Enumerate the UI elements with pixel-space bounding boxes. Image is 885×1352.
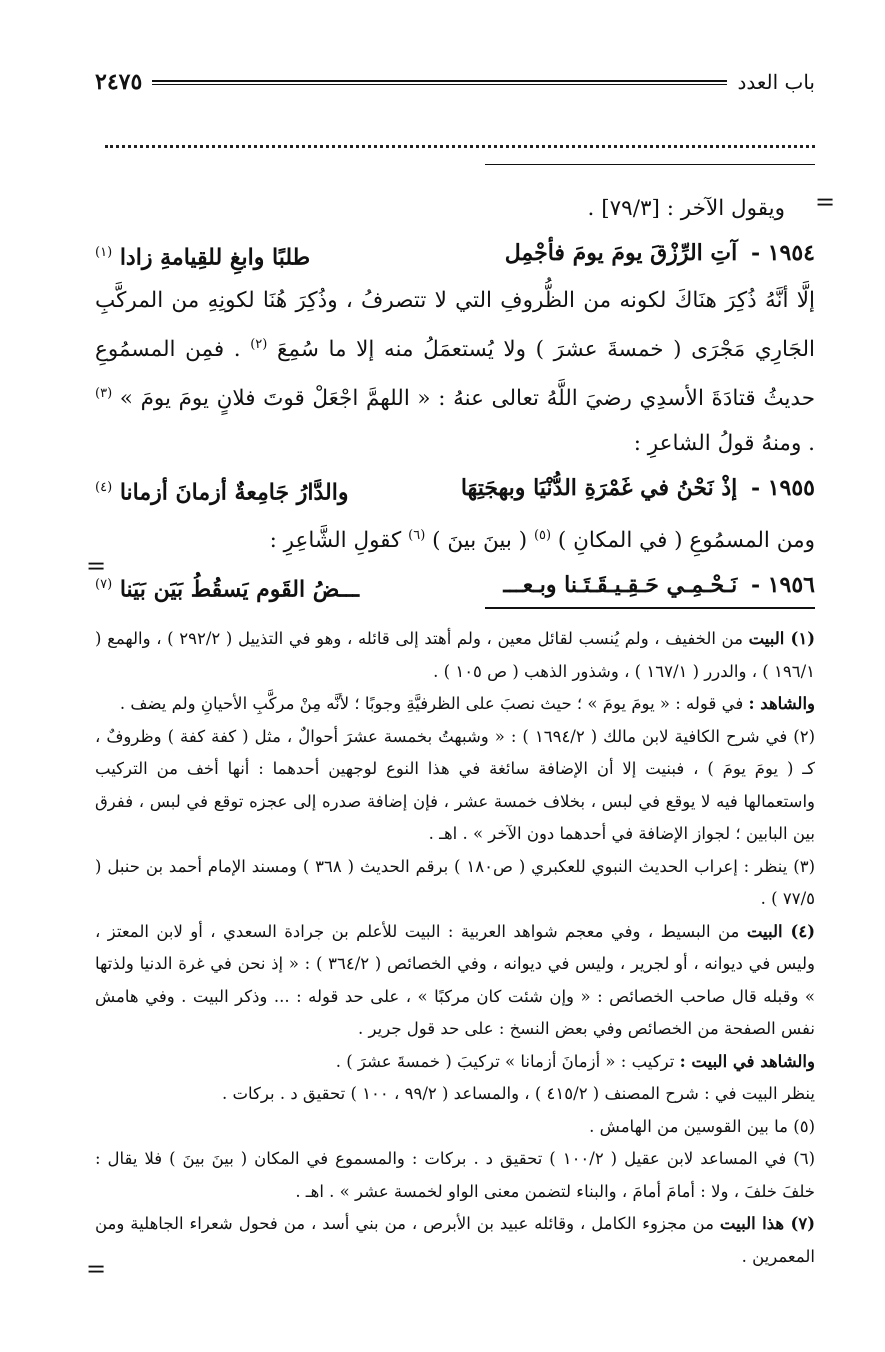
paragraph-1-text: إلَّا أنَّهُ ذُكِرَ هنَاكَ لكونه من الظُّروفِ التي لا تتصرفُ ، وذُكِرَ هُنَا لكونِهِ من المركَّبِ الجَارِي مَجْرَى ( خمسةَ عشرَ ) ولا يُستعمَلُ منه إلا ما سُمِعَ xyxy=(95,288,815,363)
hemistich-1: إذْ نَحْنُ في غَمْرَةِ الدُّنْيَا وبهجَتِهَا xyxy=(460,474,738,501)
footnote-text: (٥) ما بين القوسين من الهامش . xyxy=(589,1116,815,1136)
footnote-item xyxy=(95,1143,815,1208)
footnote-item xyxy=(95,851,815,916)
intro-line xyxy=(95,187,815,231)
footnote-item xyxy=(95,1208,815,1273)
hemistich-2: ـــضُ القَوم يَسقُطُ بَيَن بَيَنا xyxy=(119,576,360,603)
footnote-lead: (١) البيت xyxy=(748,629,816,648)
main-text xyxy=(95,187,815,611)
footnote-item xyxy=(95,1078,815,1111)
footnote-text: (٣) ينظر : إعراب الحديث النبوي للعكبري ( ص١٨٠ ) برقم الحديث ( ٣٦٨ ) ومسند الإمام أحمد بن حنبل ( ٧٧/٥ ) . xyxy=(95,856,815,908)
short-rule xyxy=(485,164,815,165)
verse-1955 xyxy=(95,466,815,514)
paragraph-1 xyxy=(95,279,815,465)
footnote-lead: والشاهد في البيت : xyxy=(679,1051,815,1071)
footnote-item xyxy=(95,916,815,1046)
paragraph-3 xyxy=(95,514,815,563)
hemistich-2: طلبًا وابغِ للقِيامةِ زادا xyxy=(119,244,311,271)
verse-second-half xyxy=(95,231,310,279)
footnote-ref[interactable]: (٢) xyxy=(250,337,268,353)
verse-number: ١٩٥٥ - xyxy=(750,474,815,501)
paragraph-2-text: . فمِن المسمُوعِ حديثُ قتادَةَ الأسدِي رضيَ اللَّهُ تعالى عنهُ : « اللهمَّ اجْعَلْ قوتَ فلانٍ يومَ يومَ » xyxy=(95,337,815,412)
footnote-text: (٢) في شرح الكافية لابن مالك ( ١٦٩٤/٢ ) : « وشبهتُ بخمسة عشرَ أحوالٌ ، مثل ( كفة كفة ) وظروفٌ ، كـ ( يومَ يومَ ) ، فبنيت إلا أن الإضافة سائغة في هذا النوع لوجهين أحدهما : أنها أخف من التركيب واستعمالها فيه لا يوقع في لبس ، بخلاف خمسة عشر ، فإن إضافة صدره إلى عجزه توقع في لبس ، ففرق بين البابين ؛ لجواز الإضافة في أحدهما دون الآخر » . اهـ . xyxy=(95,726,816,843)
footnote-ref[interactable]: (١) xyxy=(95,245,113,260)
verse-1954 xyxy=(95,231,815,279)
verse-number: ١٩٥٤ - xyxy=(750,240,815,266)
footnote-text: (٦) في المساعد لابن عقيل ( ١٠٠/٢ ) تحقيق د . بركات : والمسموع في المكان ( بينَ بينَ ) فلا يقال : خلفَ خلفَ ، ولا : أمامَ أمامَ ، والبناء لتضمن معنى الواو لخمسة عشر » . اهـ . xyxy=(95,1149,815,1201)
continuation-mark: = xyxy=(815,188,836,216)
hemistich-1: نَـحْـمِـي حَـقِـيـقَـتَـنا وبـعـــ xyxy=(503,572,738,599)
paragraph-2-tail: . ومنهُ قولُ الشاعرِ : xyxy=(633,430,815,456)
verse-first-half xyxy=(503,563,815,611)
paragraph-3-text-c: كقولِ الشَّاعِرِ : xyxy=(269,528,402,554)
footnotes xyxy=(95,623,815,1273)
footnote-lead: والشاهد : xyxy=(748,694,815,713)
footnote-text: تركيب : « أزمانَ أزمانا » تركيبَ ( خمسةَ عشرَ ) . xyxy=(335,1051,675,1071)
footnote-separator xyxy=(485,607,815,609)
footnote-item xyxy=(95,688,815,721)
footnote-ref[interactable]: (٤) xyxy=(95,479,113,495)
verse-first-half xyxy=(505,231,815,279)
verse-second-half xyxy=(95,466,348,514)
hemistich-1: آتِ الرِّزْقَ يومَ يومَ فأجْمِل xyxy=(504,240,738,266)
footnote-text: من مجزوء الكامل ، وقائله عبيد بن الأبرص ، من بني أسد ، من فحول شعراء الجاهلية ومن المعمرين . xyxy=(95,1214,815,1266)
verse-second-half xyxy=(95,563,359,611)
footnote-text: من الخفيف ، ولم يُنسب لقائل معين ، ولم أهتد إلى قائله ، وهو في التذييل ( ٢٩٢/٢ ) ، والهمع ( ١٩٦/١ ) ، والدرر ( ١٦٧/١ ) ، وشذور الذهب ( ص ١٠٥ ) . xyxy=(95,629,815,681)
footnote-lead: (٤) البيت xyxy=(746,921,816,941)
footnote-ref[interactable]: (٣) xyxy=(95,386,113,402)
footnote-item xyxy=(95,721,815,851)
intro-text: ويقول الآخر : [٧٩/٣] . xyxy=(587,196,785,221)
paragraph-3-text-b: ( بينَ بينَ ) xyxy=(432,528,528,554)
hemistich-2: والدَّارُ جَامِعةٌ أزمانَ أزمانا xyxy=(119,478,349,505)
page-number: ٢٤٧٥ xyxy=(95,69,143,95)
paragraph-3-text-a: ومن المسمُوعِ ( في المكانِ ) xyxy=(557,528,815,554)
footnote-ref[interactable]: (٧) xyxy=(95,577,113,593)
footnote-text: في قوله : « يومَ يومَ » ؛ حيث نصبَ على الظرفيَّةِ وجوبًا ؛ لأنَّه مِنْ مركَّبِ الأحيانِ ولم يضف . xyxy=(119,694,744,713)
dotted-separator xyxy=(105,135,815,148)
footnote-text: من البسيط ، وفي معجم شواهد العربية : البيت للأعلم بن جرادة السعدي ، أو لابن المعتز ، وليس في ديوانه ، أو لجرير ، وليس في ديوانه ، وفي الخصائص ( ٣٦٤/٢ ) : « إذ نحن في غرة الدنيا ولذتها » وقبله قال صاحب الخصائص : « وإن شئت كان مركبًا » ، على حد قوله : ... وذكر البيت . وفي هامش نفس الصفحة من الخصائص وفي بعض النسخ : على حد قول جرير . xyxy=(95,921,815,1038)
chapter-title: باب العدد xyxy=(737,70,815,94)
continuation-mark: = xyxy=(86,552,107,580)
verse-1956 xyxy=(95,563,815,611)
verse-number: ١٩٥٦ - xyxy=(750,572,815,599)
footnote-ref[interactable]: (٦) xyxy=(408,527,426,543)
verse-first-half xyxy=(461,466,815,514)
header-rule xyxy=(152,80,727,85)
footnote-lead: (٧) هذا البيت xyxy=(719,1214,816,1233)
running-header xyxy=(95,67,815,97)
footnote-ref[interactable]: (٥) xyxy=(533,527,552,543)
bottom-continuation-mark: = xyxy=(86,1255,107,1283)
footnote-item xyxy=(95,1111,815,1144)
book-page xyxy=(95,55,815,1315)
footnote-item xyxy=(95,1046,815,1079)
footnote-item xyxy=(95,623,815,688)
footnote-text: ينظر البيت في : شرح المصنف ( ٤١٥/٢ ) ، والمساعد ( ٩٩/٢ ، ١٠٠ ) تحقيق د . بركات . xyxy=(221,1084,815,1103)
